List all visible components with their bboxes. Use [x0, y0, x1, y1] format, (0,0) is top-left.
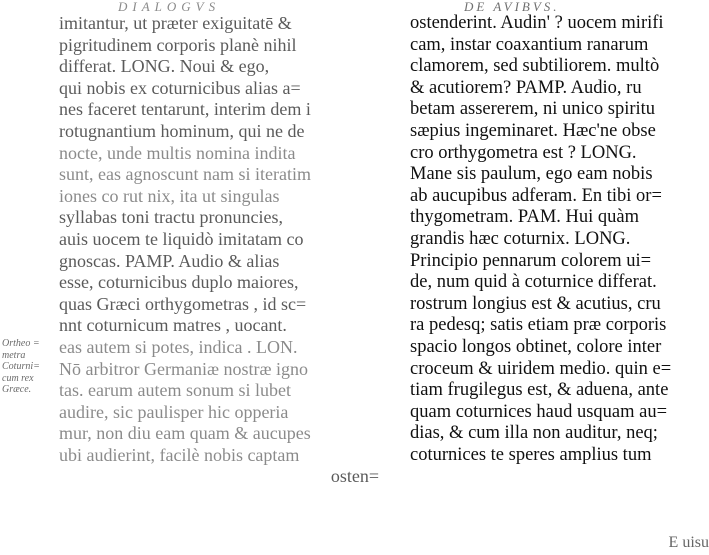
text-line: differat. LONG. Noui & ego, — [59, 56, 270, 77]
text-line: ab aucupibus adferam. En tibi or= — [410, 185, 662, 206]
margin-note-line: metra — [2, 349, 26, 361]
margin-note-line: Coturni= — [2, 361, 40, 372]
right-page — [392, 0, 709, 555]
text-line: spacio longos obtinet, colore inter — [410, 336, 662, 357]
text-line: sæpius ingeminaret. Hæc'ne obse — [410, 120, 656, 141]
text-line: cro orthygometra est ? LONG. — [410, 142, 637, 163]
text-line: osten= — [330, 466, 379, 487]
text-line: rotugnantium hominum, qui ne de — [59, 120, 305, 141]
text-line: eas autem si potes, indica . LON. — [59, 336, 298, 357]
margin-note — [2, 338, 64, 396]
text-line: auis uocem te liquidò imitatam co — [59, 228, 304, 249]
text-line: Principio pennarum colorem ui= — [410, 250, 652, 271]
text-line: betam assererem, ni unico spiritu — [410, 99, 656, 120]
text-line: & acutiorem? PAMP. Audio, ru — [410, 77, 642, 98]
margin-note-line: Græce. — [2, 384, 32, 395]
text-line: de, num quid à coturnice differat. — [410, 272, 657, 293]
text-line: esse, coturnicibus duplo maiores, — [59, 272, 299, 293]
text-line: croceum & uiridem medio. quin e= — [410, 358, 672, 379]
margin-note-line: Ortheo = — [2, 338, 40, 349]
text-line: sunt, eas agnoscunt nam si iteratim — [59, 164, 311, 185]
text-line: Mane sis paulum, ego eam nobis — [410, 164, 653, 185]
text-line: qui nobis ex coturnicibus alias a= — [59, 77, 301, 98]
text-line: iones co rut nix, ita ut singulas — [59, 185, 280, 206]
text-line: mur, non diu eam quam & aucupes — [59, 423, 311, 444]
text-line: imitantur, ut præter exiguitatē & — [59, 13, 292, 33]
text-line: nes faceret tentarunt, interim dem i — [59, 99, 311, 120]
text-line: Nō arbitror Germaniæ nostræ igno — [59, 358, 308, 379]
catchword: E uisu — [668, 534, 709, 551]
text-line: dias, & cum illa non auditur, neq; — [410, 423, 658, 444]
text-line: ostenderint. Audin' ? uocem mirifi — [410, 13, 664, 33]
text-line: nocte, unde multis nomina indita — [59, 142, 296, 163]
text-line: coturnices te speres amplius tum — [410, 444, 652, 465]
text-line: grandis hæc coturnix. LONG. — [410, 228, 631, 249]
text-line: nnt coturnicum matres , uocant. — [59, 315, 287, 336]
text-line: syllabas toni tractu pronuncies, — [59, 207, 283, 228]
text-line: gnoscas. PAMP. Audio & alias — [59, 250, 280, 271]
right-running-head: DE AVIBVS. — [464, 0, 560, 14]
text-line: pigritudinem corporis planè nihil — [59, 34, 297, 55]
left-running-head: DIALOGVS — [118, 0, 221, 14]
text-line: ubi audierint, facilè nobis captam — [59, 444, 300, 465]
margin-note-line: cum rex — [2, 372, 34, 384]
text-line: audire, sic paulisper hic opperia — [59, 401, 289, 422]
right-text-block — [410, 13, 705, 466]
text-line: clamorem, sed subtiliorem. multò — [410, 56, 660, 77]
text-line: thygometram. PAM. Hui quàm — [410, 207, 640, 228]
text-line: tas. earum autem sonum si lubet — [59, 380, 291, 401]
text-line: cam, instar coaxantium ranarum — [410, 34, 649, 55]
text-line: ra pedesq; satis etiam præ corporis — [410, 315, 667, 336]
text-line: tiam frugilegus est, & aduena, ante — [410, 380, 669, 401]
left-text-block — [59, 13, 379, 488]
text-line: quas Græci orthygometras , id sc= — [59, 293, 307, 314]
text-line: rostrum longius est & acutius, cru — [410, 293, 661, 314]
text-line: quam coturnices haud usquam au= — [410, 401, 668, 422]
